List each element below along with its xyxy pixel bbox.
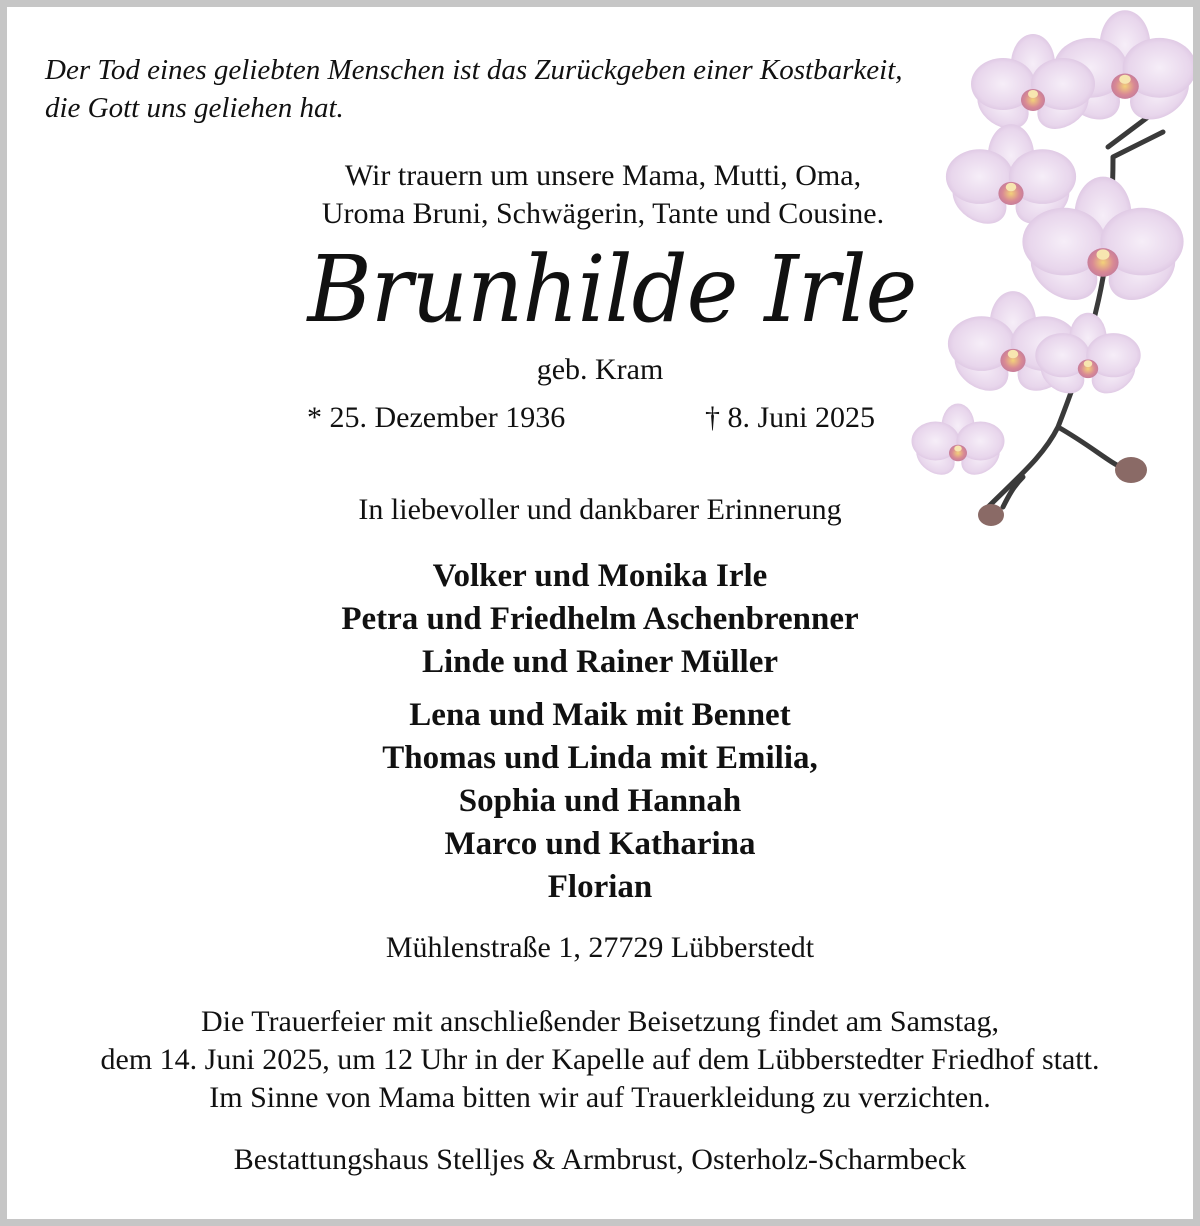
- mourner-line: Petra und Friedhelm Aschenbrenner: [341, 601, 859, 637]
- ceremony-notice: [7, 1003, 1193, 1117]
- quote-line-1: Der Tod eines geliebten Menschen ist das Zurückgeben einer Kostbarkeit,: [45, 54, 903, 86]
- opening-quote: [45, 51, 903, 127]
- address: Mühlenstraße 1, 27729 Lübberstedt: [385, 931, 815, 964]
- mourner-line: Volker und Monika Irle: [432, 558, 768, 594]
- mourner-line: Marco und Katharina: [444, 826, 756, 862]
- birth-date: * 25. Dezember 1936: [307, 401, 566, 434]
- memory-line: In liebevoller und dankbarer Erinnerung: [358, 493, 842, 526]
- intro-line-1: Wir trauern um unsere Mama, Mutti, Oma,: [344, 159, 862, 192]
- maiden-name: geb. Kram: [536, 353, 664, 386]
- intro-line-2: Uroma Bruni, Schwägerin, Tante und Cousine.: [321, 197, 885, 230]
- mourner-line: Thomas und Linda mit Emilia,: [382, 740, 818, 776]
- mourner-line: Lena und Maik mit Bennet: [409, 697, 791, 733]
- deceased-name: Brunhilde Irle: [307, 236, 917, 343]
- mourner-line: Linde und Rainer Müller: [421, 644, 779, 680]
- mourners-children: [7, 555, 1193, 684]
- quote-line-2: die Gott uns geliehen hat.: [45, 92, 344, 124]
- ceremony-line-1: Die Trauerfeier mit anschließender Beisetzung findet am Samstag,: [200, 1005, 1000, 1038]
- intro-text: [7, 157, 1199, 233]
- mourner-line: Sophia und Hannah: [458, 783, 742, 819]
- ceremony-line-3: Im Sinne von Mama bitten wir auf Trauerkleidung zu verzichten.: [209, 1081, 991, 1114]
- ceremony-line-2: dem 14. Juni 2025, um 12 Uhr in der Kapelle auf dem Lübberstedter Friedhof statt.: [100, 1043, 1100, 1076]
- funeral-home: Bestattungshaus Stelljes & Armbrust, Osterholz-Scharmbeck: [233, 1143, 967, 1176]
- mourner-line: Florian: [547, 869, 653, 905]
- mourners-grandchildren: [7, 694, 1193, 909]
- death-date: † 8. Juni 2025: [705, 401, 876, 434]
